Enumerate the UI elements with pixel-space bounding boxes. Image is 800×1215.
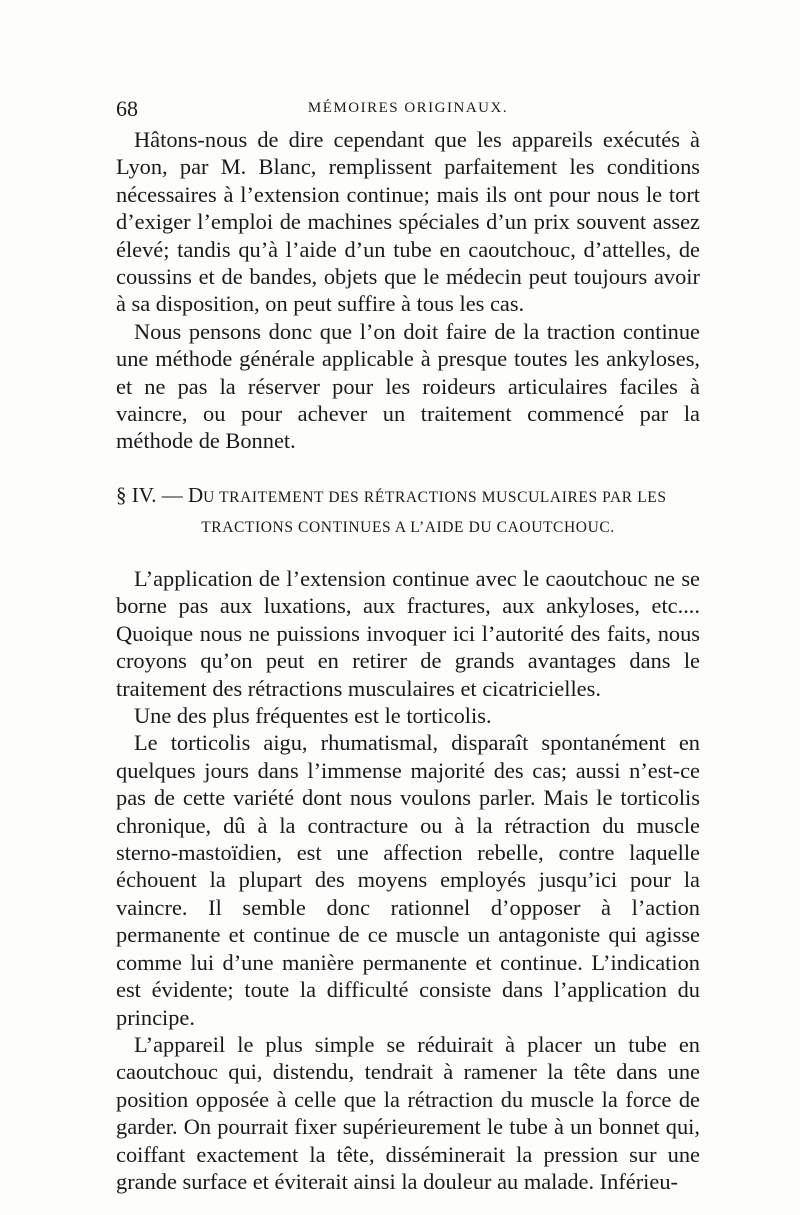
section-heading-line1: U TRAITEMENT DES RÉTRACTIONS MUSCULAIRES PAR LES — [203, 489, 667, 506]
paragraph: L’appareil le plus simple se réduirait à placer un tube en caoutchouc qui, distendu, tendrait à ramener la tête dans une position opposée à celle que la rétraction du muscle la force de garder. On pourrait fixer supérieurement le tube à un bonnet qui, coiffant exactement la tête, disséminerait la pression sur une grande surface et éviterait ainsi la douleur au malade. Inférieu- — [116, 1031, 700, 1194]
text-block-top — [116, 126, 700, 455]
text-block-bottom — [116, 565, 700, 1195]
paragraph: Nous pensons donc que l’on doit faire de la traction continue une méthode générale applicable à presque toutes les ankyloses, et ne pas la réserver pour les roideurs articulaires faciles à vaincre, ou pour achever un traitement commencé par la méthode de Bonnet. — [116, 318, 700, 454]
paragraph: Hâtons-nous de dire cependant que les appareils exécutés à Lyon, par M. Blanc, remplissent parfaitement les conditions nécessaires à l’extension continue; mais ils ont pour nous le tort d’exiger l’emploi de machines spéciales d’un prix souvent assez élevé; tandis qu’à l’aide d’un tube en caoutchouc, d’attelles, de coussins et de bandes, objets que le médecin peut toujours avoir à sa disposition, on peut suffire à tous les cas. — [116, 127, 700, 317]
section-heading — [116, 480, 700, 543]
running-title: MÉMOIRES ORIGINAUX. — [307, 100, 509, 116]
paragraph: Une des plus fréquentes est le torticolis. — [134, 703, 492, 729]
page-header — [116, 96, 700, 126]
section-heading-line2: TRACTIONS CONTINUES A L’AIDE DU CAOUTCHOUC. — [201, 519, 615, 536]
page-number: 68 — [116, 96, 138, 121]
paragraph: L’application de l’extension continue avec le caoutchouc ne se borne pas aux luxations, aux fractures, aux ankyloses, etc.... Quoique nous ne puissions invoquer ici l’autorité des faits, nous croyons qu’on peut en retirer de grands avantages dans le traitement des rétractions musculaires et cicatricielles. — [116, 566, 700, 701]
paragraph: Le torticolis aigu, rhumatismal, disparaît spontanément en quelques jours dans l’immense majorité des cas; aussi n’est-ce pas de cette variété dont nous voulons parler. Mais le torticolis chronique, dû à la contracture ou à la rétraction du muscle sterno-mastoïdien, est une affection rebelle, contre laquelle échouent la plupart des moyens employés jusqu’ici pour la vaincre. Il semble donc rationnel d’opposer à l’action permanente et continue de ce muscle un antagoniste qui agisse comme lui d’une manière permanente et continue. L’indication est évidente; toute la difficulté consiste dans l’application du principe. — [116, 730, 700, 1030]
section-mark: § IV. — D — [116, 483, 204, 507]
